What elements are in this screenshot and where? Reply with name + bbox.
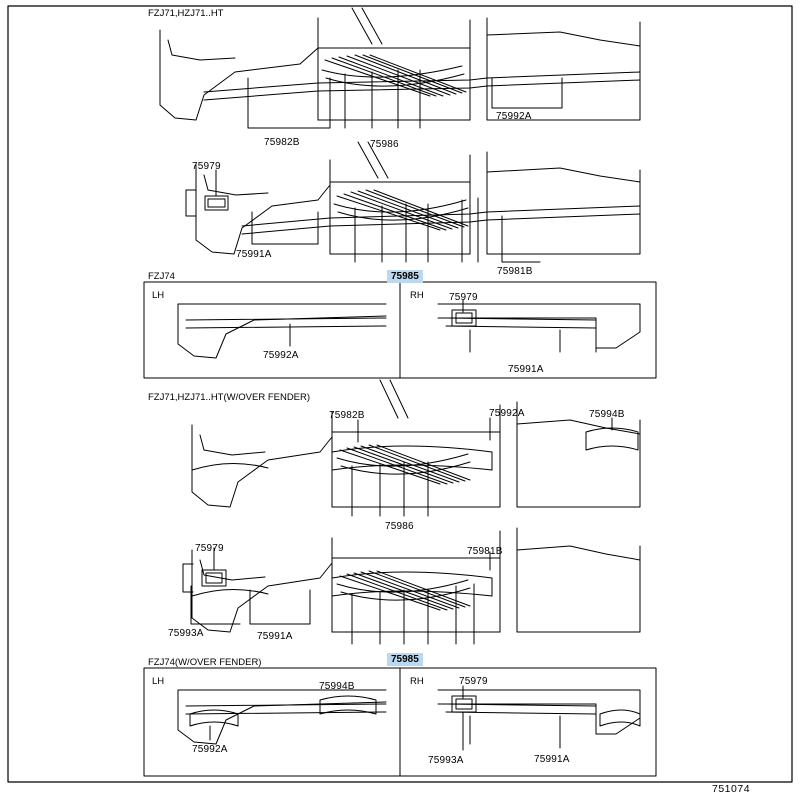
part-label-75986-2: 75986 — [385, 521, 414, 532]
part-label-75979-3: 75979 — [195, 543, 224, 554]
part-label-75981b: 75981B — [497, 266, 533, 277]
group-second-body — [186, 142, 640, 262]
group-top-body — [160, 8, 640, 128]
part-label-75979-2: 75979 — [449, 292, 478, 303]
part-label-75993a: 75993A — [168, 628, 204, 639]
part-label-75994b: 75994B — [589, 409, 625, 420]
part-label-75993a-2: 75993A — [428, 755, 464, 766]
section-title-fzj71-hzj71-ht: FZJ71,HZJ71..HT — [148, 8, 224, 19]
part-label-75981b-2: 75981B — [467, 546, 503, 557]
part-label-75992a: 75992A — [496, 111, 532, 122]
diagram-footer-code: 751074 — [712, 783, 751, 795]
section-title-fzj74: FZJ74 — [148, 271, 175, 282]
part-label-75991a-4: 75991A — [534, 754, 570, 765]
part-label-75992a-3: 75992A — [489, 408, 525, 419]
part-label-75991a: 75991A — [236, 249, 272, 260]
group-fzj74-box — [144, 282, 656, 378]
section-label-fzj74-over-fender-lh: LH — [152, 676, 165, 687]
part-label-75986: 75986 — [370, 139, 399, 150]
part-label-75979-4: 75979 — [459, 676, 488, 687]
section-title-fzj71-hzj71-ht-over-fender: FZJ71,HZJ71..HT(W/OVER FENDER) — [148, 392, 311, 403]
part-label-75991a-2: 75991A — [508, 364, 544, 375]
part-label-75992a-2: 75992A — [263, 350, 299, 361]
section-label-fzj74-over-fender-rh: RH — [410, 676, 424, 687]
part-label-75992a-4: 75992A — [192, 744, 228, 755]
group-overfender-body2 — [183, 528, 640, 644]
part-label-75979: 75979 — [192, 161, 221, 172]
section-label-fzj74-lh: LH — [152, 290, 165, 301]
section-label-fzj74-rh: RH — [410, 290, 424, 301]
section-title-fzj74-over-fender: FZJ74(W/OVER FENDER) — [148, 657, 262, 668]
highlighted-part-75985-bottom[interactable]: 75985 — [387, 653, 423, 666]
part-label-75982b: 75982B — [264, 137, 300, 148]
part-label-75991a-3: 75991A — [257, 631, 293, 642]
part-label-75994b-2: 75994B — [319, 681, 355, 692]
highlighted-part-75985-top[interactable]: 75985 — [387, 270, 423, 283]
group-fzj74-overfender-box — [144, 668, 656, 776]
part-label-75982b-2: 75982B — [329, 410, 365, 421]
